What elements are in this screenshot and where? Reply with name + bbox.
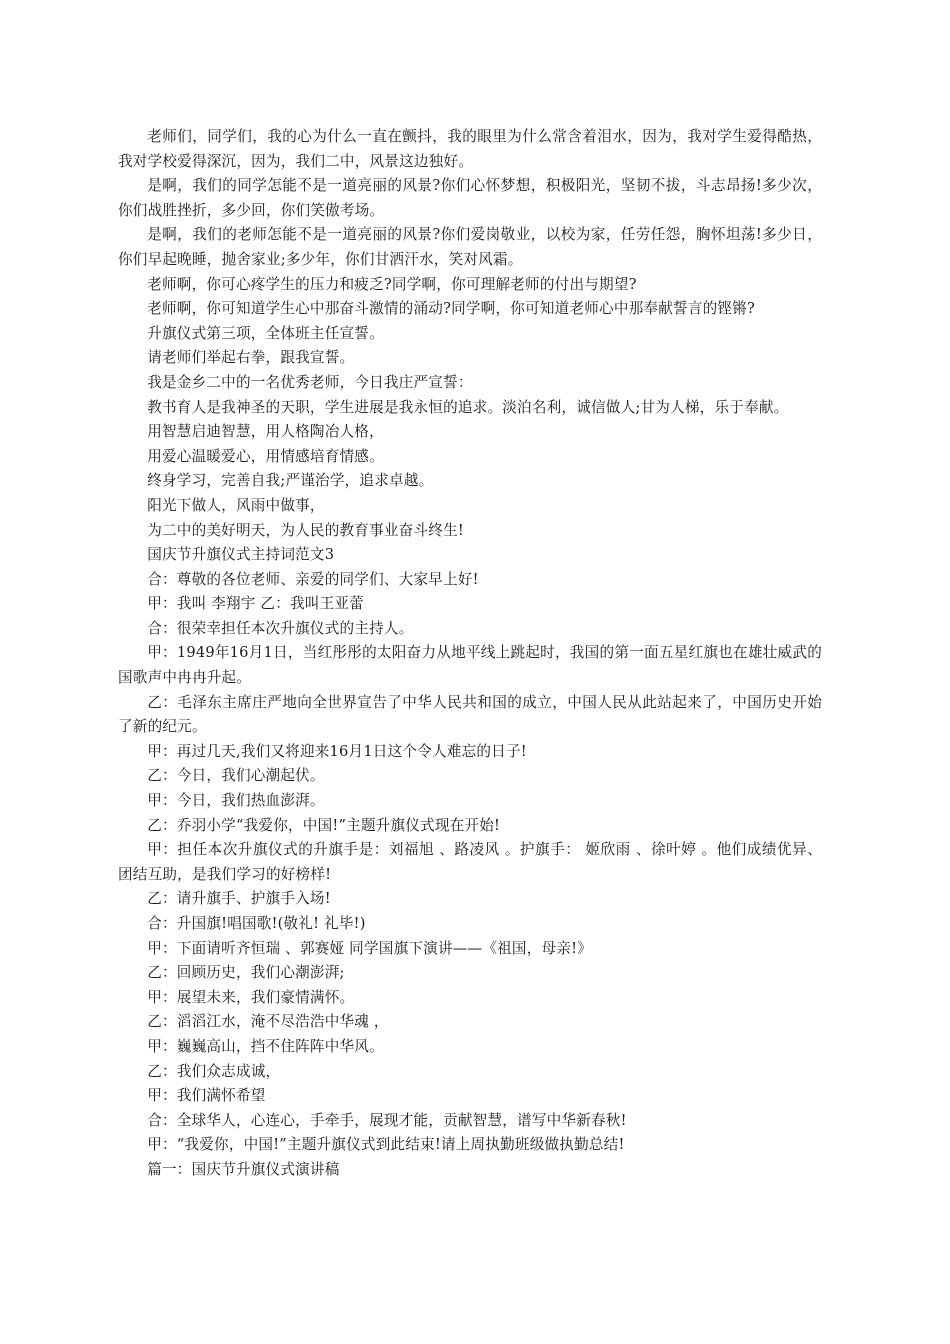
paragraph: 合：尊敬的各位老师、亲爱的同学们、大家早上好! (147, 570, 479, 588)
paragraph: 甲：我们满怀希望 (147, 1087, 266, 1105)
paragraph: 为二中的美好明天，为人民的教育事业奋斗终生! (147, 521, 464, 539)
paragraph: 甲：担任本次升旗仪式的升旗手是：刘福旭 、路凌风 。护旗手： 姬欣雨 、徐叶婷 。他们成绩优异、团结互助，是我们学习的好榜样! (118, 841, 822, 883)
paragraph: 老师们，同学们，我的心为什么一直在颤抖，我的眼里为什么常含着泪水，因为，我对学生爱得酷热，我对学校爱得深沉，因为，我们二中，风景这边独好。 (118, 128, 822, 170)
paragraph: 是啊，我们的老师怎能不是一道亮丽的风景?你们爱岗敬业，以校为家，任劳任怨，胸怀坦荡!多少日，你们早起晚睡，抛舍家业;多少年，你们甘洒汗水，笑对风霜。 (118, 226, 822, 268)
section-heading: 篇一：国庆节升旗仪式演讲稿 (147, 1160, 340, 1178)
paragraph: 甲：巍巍高山，挡不住阵阵中华风。 (147, 1037, 384, 1055)
paragraph: 用爱心温暖爱心，用情感培育情感。 (147, 447, 384, 465)
paragraph: 甲：我叫 李翔宇 乙：我叫王亚蕾 (147, 595, 364, 613)
paragraph: 合：升国旗!唱国歌!(敬礼! 礼毕!) (147, 915, 366, 932)
paragraph: 是啊，我们的同学怎能不是一道亮丽的风景?你们心怀梦想，积极阳光，坚韧不拔，斗志昂扬!多少次，你们战胜挫折，多少回，你们笑傲考场。 (118, 177, 822, 219)
document-body (118, 125, 822, 1183)
paragraph: 乙：回顾历史，我们心潮澎湃; (147, 964, 345, 982)
paragraph: 老师啊，你可心疼学生的压力和疲乏?同学啊，你可理解老师的付出与期望? (147, 275, 637, 293)
paragraph: 教书育人是我神圣的天职，学生进展是我永恒的追求。淡泊名利，诚信做人;甘为人梯，乐于奉献。 (147, 398, 789, 416)
paragraph: 乙：请升旗手、护旗手入场! (147, 890, 331, 908)
paragraph: 阳光下做人，风雨中做事， (147, 496, 325, 514)
paragraph: 乙：滔滔江水，淹不尽浩浩中华魂 ， (147, 1013, 389, 1031)
paragraph: 合：全球华人，心连心，手牵手，展现才能，贡献智慧，谱写中华新春秋! (147, 1111, 627, 1129)
paragraph: 乙：乔羽小学“我爱你，中国!”主题升旗仪式现在开始! (147, 816, 501, 834)
paragraph: 甲：再过几天,我们又将迎来16月1日这个令人难忘的日子! (147, 742, 527, 760)
paragraph: 终身学习，完善自我;严谨治学，追求卓越。 (147, 472, 434, 490)
paragraph: 甲：1949年16月1日，当红彤彤的太阳奋力从地平线上跳起时，我国的第一面五星红旗也在雄壮威武的国歌声中冉冉升起。 (118, 644, 822, 687)
paragraph: 升旗仪式第三项，全体班主任宣誓。 (147, 324, 384, 342)
paragraph: 乙：今日，我们心潮起伏。 (147, 767, 325, 785)
paragraph: 甲：今日，我们热血澎湃。 (147, 792, 325, 810)
paragraph: 甲：“我爱你，中国!”主题升旗仪式到此结束!请上周执勤班级做执勤总结! (147, 1136, 625, 1154)
paragraph: 甲：下面请听齐恒瑞 、郭赛娅 同学国旗下演讲——《祖国，母亲!》 (147, 939, 592, 957)
paragraph: 老师啊，你可知道学生心中那奋斗激情的涌动?同学啊，你可知道老师心中那奉献誓言的铿锵? (147, 300, 755, 318)
paragraph: 乙：毛泽东主席庄严地向全世界宣告了中华人民共和国的成立，中国人民从此站起来了，中国历史开始了新的纪元。 (118, 693, 822, 736)
paragraph: 我是金乡二中的一名优秀老师，今日我庄严宣誓： (147, 373, 473, 391)
paragraph: 乙：我们众志成诚， (147, 1062, 281, 1080)
paragraph: 合：很荣幸担任本次升旗仪式的主持人。 (147, 619, 414, 637)
paragraph: 请老师们举起右拳，跟我宣誓。 (147, 349, 355, 367)
paragraph: 甲：展望未来，我们豪情满怀。 (147, 988, 355, 1006)
section-heading: 国庆节升旗仪式主持词范文3 (147, 546, 335, 564)
paragraph: 用智慧启迪智慧，用人格陶冶人格， (147, 423, 384, 441)
